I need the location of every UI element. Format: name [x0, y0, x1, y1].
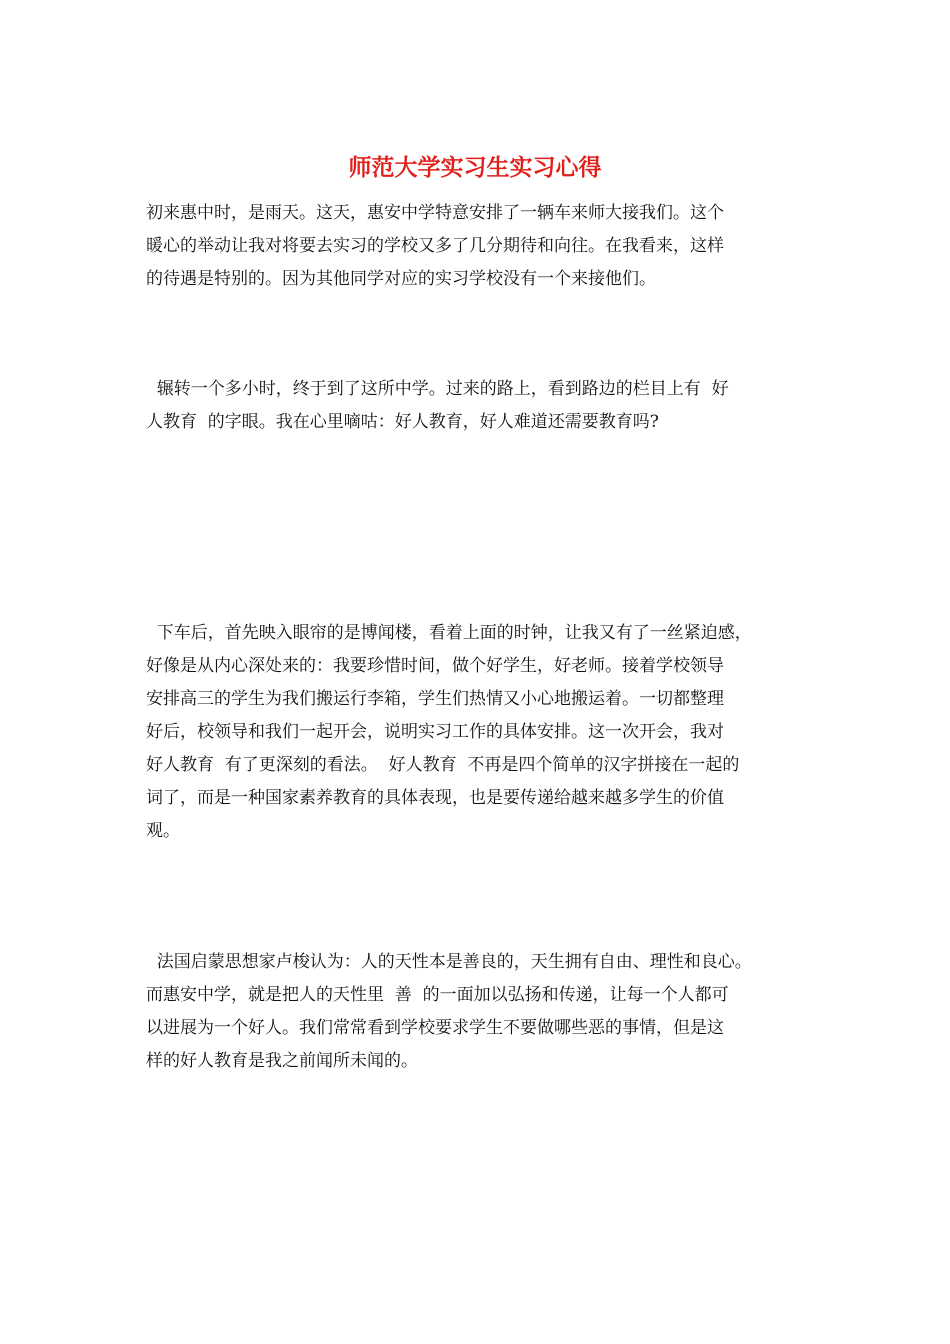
paragraph-line: 的待遇是特别的。因为其他同学对应的实习学校没有一个来接他们。 [146, 269, 656, 289]
paragraph-line: 人教育 的字眼。我在心里嘀咕：好人教育，好人难道还需要教育吗? [146, 412, 659, 432]
paragraph-line: 初来惠中时，是雨天。这天，惠安中学特意安排了一辆车来师大接我们。这个 [146, 203, 724, 223]
paragraph-line: 观。 [146, 821, 180, 841]
paragraph-line: 下车后，首先映入眼帘的是博闻楼，看着上面的时钟，让我又有了一丝紧迫感， [146, 623, 752, 643]
paragraph-1 [146, 197, 816, 296]
paragraph-line: 暖心的举动让我对将要去实习的学校又多了几分期待和向往。在我看来，这样 [146, 236, 724, 256]
paragraph-line: 好后，校领导和我们一起开会，说明实习工作的具体安排。这一次开会，我对 [146, 722, 724, 742]
paragraph-line: 法国启蒙思想家卢梭认为：人的天性本是善良的，天生拥有自由、理性和良心。 [146, 952, 752, 972]
paragraph-line: 好像是从内心深处来的：我要珍惜时间，做个好学生，好老师。接着学校领导 [146, 656, 724, 676]
paragraph-line: 以进展为一个好人。我们常常看到学校要求学生不要做哪些恶的事情，但是这 [146, 1018, 724, 1038]
paragraph-line: 安排高三的学生为我们搬运行李箱，学生们热情又小心地搬运着。一切都整理 [146, 689, 724, 709]
paragraph-2 [146, 373, 816, 439]
paragraph-3 [146, 617, 816, 848]
paragraph-line: 好人教育 有了更深刻的看法。 好人教育 不再是四个简单的汉字拼接在一起的 [146, 755, 740, 775]
paragraph-line: 样的好人教育是我之前闻所未闻的。 [146, 1051, 418, 1071]
paragraph-line: 词了，而是一种国家素养教育的具体表现，也是要传递给越来越多学生的价值 [146, 788, 724, 808]
document-title: 师范大学实习生实习心得 [348, 155, 602, 181]
paragraph-line: 辗转一个多小时，终于到了这所中学。过来的路上，看到路边的栏目上有 好 [146, 379, 729, 399]
paragraph-4 [146, 946, 816, 1078]
paragraph-line: 而惠安中学，就是把人的天性里 善 的一面加以弘扬和传递，让每一个人都可 [146, 985, 729, 1005]
